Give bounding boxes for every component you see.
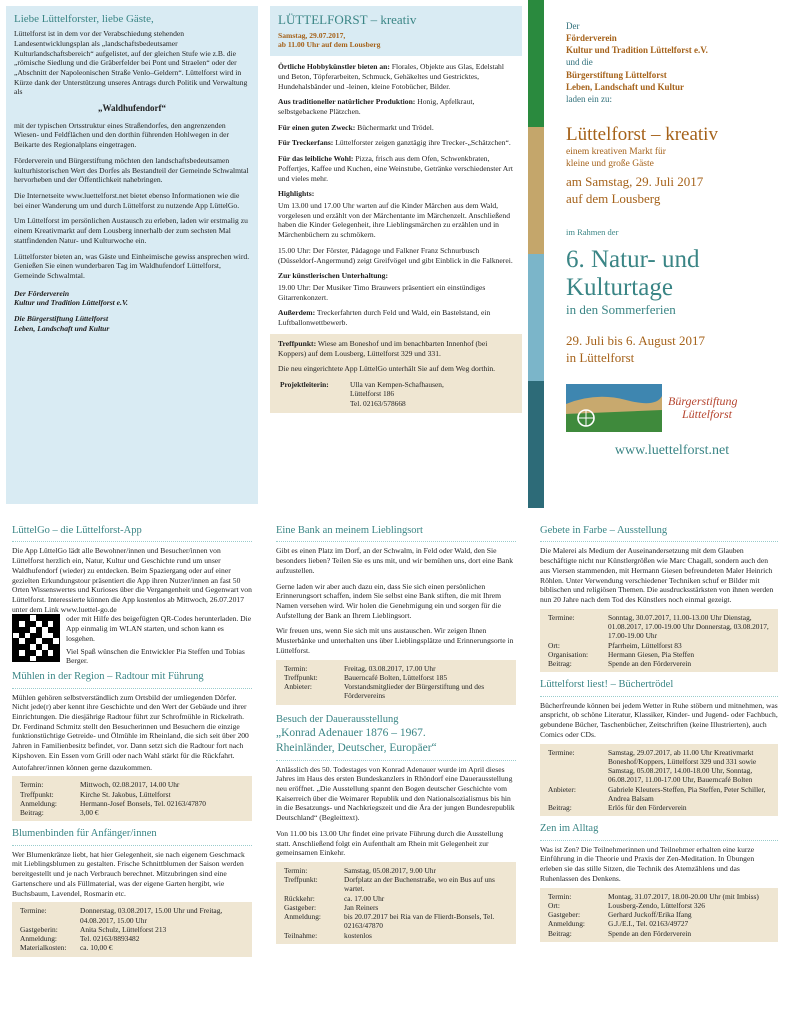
info-row (546, 919, 772, 928)
adenauer-text: Anlässlich des 50. Todestages von Konrad Adenauer wurde im April dieses Jahres im Haus des ersten Bundeskanzlers in Rhöndorf eine Dauerausstellung neu eröffnet. „Die Ausstellung spannt den Bogen deutscher Geschichte vom Kaiserreich über die Weimarer Republik und den Nationalsozialismus bis hin in die Besatzungs- und Nachkriegszeit und die Ära der jungen Bundesrepublik Deutschland“ (Begleittext). (276, 764, 515, 823)
leader-label: Projektleiterin: (280, 380, 329, 390)
app-credits: Viel Spaß wünschen die Entwickler Pia Steffen und Tobias Berger. (66, 646, 245, 666)
info-label: Anbieter: (284, 682, 312, 692)
flower-heading: Blumenbinden für Anfänger/innen (12, 828, 157, 840)
info-value: Erlös für den Förderverein (608, 803, 687, 813)
section-text: Pizza, frisch aus dem Ofen, Schwenkbraten, Poffertjes, Kaffee und Kuchen, eine Weinstube, Getränke verschiedenster Art und vieles mehr. (278, 154, 513, 183)
qr-code-icon[interactable] (12, 614, 60, 662)
section-label: Für das leibliche Wohl: (278, 154, 354, 164)
info-label: Anmeldung: (20, 798, 57, 808)
highlights-label: Highlights: (278, 189, 315, 199)
info-row (18, 934, 246, 943)
adenauer-heading: Besuch der Dauerausstellung (276, 713, 399, 725)
section-text: Treckerfahrten durch Feld und Wald, ein Bastelstand, ein Luftballonwettbewerb. (278, 308, 491, 328)
info-value: Dorfplatz an der Buchenstraße, wo ein Bus auf uns wartet. (344, 875, 495, 894)
info-label: Teilnahme: (284, 930, 318, 940)
info-label: Treffpunkt: (284, 875, 318, 885)
info-value: Hermann-Josef Bonsels, Tel. 02163/47870 (80, 798, 206, 808)
invite-und: und die (566, 57, 593, 68)
section-label: Für Treckerfans: (278, 138, 334, 148)
kreativ-title: LÜTTELFORST – kreativ (278, 12, 417, 27)
rahmen-text: im Rahmen der (566, 227, 619, 238)
info-label: Beitrag: (548, 659, 572, 668)
stripe-segment (528, 0, 544, 127)
lower-column-3 (536, 524, 782, 1020)
org2-sub: Leben, Landschaft und Kultur (566, 81, 685, 92)
entertainment-label: Zur künstlerischen Unterhaltung: (278, 271, 388, 281)
info-value: Donnerstag, 03.08.2017, 15.00 Uhr und Freitag, 04.08.2017, 15.00 Uhr (80, 906, 223, 925)
info-value: 3,00 € (80, 808, 99, 817)
info-row (546, 803, 772, 812)
zen-heading: Zen im Alltag (540, 823, 599, 835)
info-value: G.J./E.I., Tel. 02163/49727 (608, 919, 689, 929)
natur-place: in Lüttelforst (566, 349, 635, 365)
info-label: Materialkosten: (20, 943, 67, 953)
info-value: bis 20.07.2017 bei Ria van de Flierdt-Bonsels, Tel. 02163/47870 (344, 912, 495, 931)
info-value: Jan Reiners (344, 902, 379, 912)
info-label: Ort: (548, 900, 560, 910)
welcome-panel (6, 6, 258, 504)
kreativ-time: ab 11.00 Uhr auf dem Lousberg (278, 40, 381, 50)
info-row (282, 664, 510, 673)
natur-title-2: Kulturtage (566, 274, 673, 302)
section-label: Örtliche Hobbykünstler bieten an: (278, 62, 390, 72)
logo-text: Bürgerstiftung (668, 394, 738, 408)
books-text: Bücherfreunde können bei jedem Wetter in Ruhe stöbern und mitnehmen, was anspricht, ob schöne Literatur, Klassiker, Kinder- und Jugend- oder Fachbuch, gebundene Bücher, Taschenbücher, Zeitschriften (keine Illustrierten), auch Comics oder CDs. (540, 700, 778, 739)
welcome-p1: Lüttelforst ist in dem vor der Verabschiedung stehenden Landesentwicklungsplan als „landschaftsbedeutsamer Kulturlandschaftsbereich“ aufgelistet, auf der gleichen Stufe wie z.B. die „römische Siedlung und die Gräberfelder bei Pont und Straelen“ oder der „Abschnitt der Napoleonischen Straße Venlo–Geldern“. Lüttelforst wird in Kürze dank der Unterstützung unseres Antrags durch Politik und Verwaltung als (14, 29, 248, 97)
welcome-p3: Förderverein und Bürgerstiftung möchten den landschaftsbedeutsamen kulturhistorischen Wert des Dorfes als Bestandteil der Gemeinde Schwalmtal hervorheben und der Öffentlichkeit nahebringen. (14, 155, 249, 185)
adenauer-text-2: Von 11.00 bis 13.00 Uhr findet eine private Führung durch die Ausstellung statt. Anschließend folgt ein Aufenthalt am Rhein mit Gelegenheit zur gemeinsamen Einkehr. (276, 828, 504, 858)
zen-text: Was ist Zen? Die Teilnehmerinnen und Teilnehmer erhalten eine kurze Einführung in die Theorie und Praxis der Zen-Meditation. In Übungen erleben sie das stille Sitzen, die Technik des Atemzählens und das Ruhenlassen des Denkens. (540, 844, 755, 883)
info-row (282, 875, 510, 894)
org2-name: Bürgerstiftung Lüttelforst (566, 69, 667, 80)
books-heading: Lüttelforst liest! – Büchertrödel (540, 679, 674, 691)
info-value: kostenlos (344, 930, 372, 940)
welcome-p4: Die Internetseite www.luettelforst.net bietet ebenso Informationen wie die bei einer Wanderung um und durch Lüttelforst zu nutzende App LüttelGo. (14, 190, 240, 210)
app-note: Die neu eingerichtete App LüttelGo unterhält Sie auf dem Weg dorthin. (278, 364, 496, 374)
prayer-text: Die Malerei als Medium der Auseinandersetzung mit dem Glauben beschäftigte nicht nur Künstlergrößen wie Marc Chagall, sondern auch den aus Viersen stammenden, mit Hermann Giesen befreundeten Maler Heinrich Röhlen. Unter Verwendung verschiedener Techniken schuf er Bilder mit biblischen und religiösen Themen. Die ausdrucksstärksten von ihnen werden nun 20 Jahre nach dem Tod des Künstlers noch einmal gezeigt. (540, 546, 774, 605)
village-title: „Waldhufendorf“ (97, 103, 166, 114)
natur-title: 6. Natur- und (566, 246, 700, 274)
mill-heading: Mühlen in der Region – Radtour mit Führung (12, 671, 204, 683)
section-text: Honig, Apfelkraut, selbstgebackene Plätzchen. (278, 97, 475, 116)
books-info-table (546, 748, 772, 813)
info-row (282, 912, 510, 931)
info-row (18, 799, 246, 808)
info-label: Beitrag: (548, 928, 572, 938)
info-label: Anbieter: (548, 784, 576, 794)
welcome-p2: mit der typischen Ortsstruktur eines Straßendorfes, den angrenzenden Wiesen- und Feldflächen und den dorthin führenden Hohlwegen in der Beikarte des Regionalplans eingetragen. (14, 120, 229, 150)
signature-line: Leben, Landschaft und Kultur (14, 323, 110, 333)
info-row (282, 931, 510, 940)
info-value: Mittwoch, 02.08.2017, 14.00 Uhr (80, 780, 180, 790)
kreativ-subline: kleine und große Gäste (566, 159, 654, 170)
info-row (546, 613, 772, 641)
section-label: Außerdem: (278, 308, 316, 318)
section-text: Büchermarkt und Trödel. (355, 122, 434, 132)
info-row (18, 808, 246, 817)
lower-column-2 (270, 524, 522, 1020)
app-text: Die App LüttelGo lädt alle Bewohner/innen und Besucher/innen von Lüttelforst herzlich ein, Natur, Kultur und Geschichte rund um unser Waldhufendorf (wieder) zu entdecken. Beim Spaziergang oder auf einer gezielten Erkundungstour präsentiert die App ihren Nutzer/innen an fast 50 Orten Wissenswertes und Kurioses über die Vergangenheit und Gegenwart von Lüttelforst. Interessierte können die App kostenlos ab Mittwoch, 26.07.2017 unter dem Link www.luettel-go.de (12, 546, 252, 614)
info-value: Lousberg-Zendo, Lüttelforst 326 (608, 900, 705, 910)
info-label: Termin: (548, 891, 572, 901)
info-row (546, 785, 772, 804)
zen-info-table (546, 892, 772, 938)
mill-info-table (18, 780, 246, 817)
stripe-segment (528, 127, 544, 254)
info-label: Gastgeberin: (20, 924, 58, 934)
signature-line: Kultur und Tradition Lüttelforst e.V. (14, 298, 128, 308)
meeting-label: Treffpunkt: (278, 338, 317, 348)
color-stripe (528, 0, 544, 508)
info-row (18, 790, 246, 799)
org1-name: Förderverein (566, 33, 617, 44)
kreativ-date: Samstag, 29.07.2017, (278, 30, 346, 40)
info-row (546, 659, 772, 668)
stripe-segment (528, 254, 544, 381)
landscape-logo-icon (566, 384, 662, 432)
info-value: Vorstandsmitglieder der Bürgerstiftung und des Fördervereins (344, 682, 485, 701)
info-value: Gerhard Juckoff/Erika Ifang (608, 910, 692, 920)
info-label: Gastgeber: (548, 910, 581, 920)
info-value: Hermann Giesen, Pia Steffen (608, 649, 695, 659)
mill-note: Autofahrer/innen können gerne dazukommen. (12, 762, 153, 772)
info-label: Anmeldung: (548, 919, 585, 929)
info-row (282, 673, 510, 682)
website-link[interactable]: www.luettelforst.net (614, 443, 730, 459)
info-label: Termine: (548, 747, 575, 757)
title-panel (552, 0, 788, 508)
info-label: Ort: (548, 640, 560, 650)
info-label: Beitrag: (20, 808, 44, 817)
info-row (282, 866, 510, 875)
org1-sub: Kultur und Tradition Lüttelforst e.V. (566, 45, 708, 56)
bench-info-table (282, 664, 510, 701)
info-row (282, 903, 510, 912)
section-text: Florales, Objekte aus Glas, Edelstahl und Beton, Töpferarbeiten, Schmuck, Gehäkeltes und Gestricktes, Hundehalsbänder und -leinen, kleine Fotobücher, Bilder. (278, 62, 504, 91)
welcome-p6: Lüttelforster bieten an, was Gäste und Einheimische gewiss ansprechen wird. Genießen Sie einen wunderbaren Tag im Waldhufendorf Lüttelforst, Gemeinde Schwalmtal. (14, 251, 250, 280)
info-label: Termin: (284, 663, 308, 673)
prayer-info-table (546, 613, 772, 669)
adenauer-title-2: Rheinländer, Deutscher, Europäer“ (276, 741, 437, 754)
info-row (282, 682, 510, 701)
welcome-heading: Liebe Lüttelforster, liebe Gäste, (14, 13, 154, 25)
logo-text-2: Lüttelforst (682, 407, 733, 422)
adenauer-title: „Konrad Adenauer 1876 – 1967. (276, 727, 426, 740)
leader-phone: Tel. 02163/578668 (350, 398, 406, 408)
info-label: Termine: (548, 612, 575, 622)
info-value: Montag, 31.07.2017, 18.00-20.00 Uhr (mit Imbiss) (608, 891, 759, 901)
kreativ-place-line: auf dem Lousberg (566, 190, 661, 206)
signature-line: Die Bürgerstiftung Lüttelforst (14, 314, 109, 324)
prayer-heading: Gebete in Farbe – Ausstellung (540, 525, 668, 536)
info-value: Samstag, 29.07.2017, ab 11.00 Uhr Kreativmarkt Boneshof/Koppers, Lüttelforst 329 und 331 sowie Samstag, 05.08.2017, 14.00-18.00 Uhr, Sonntag, 06.08.2017, 11.00-17.00 Uhr, Bauerncafé Bolten (608, 747, 757, 785)
info-row (18, 906, 246, 925)
natur-dates: 29. Juli bis 6. August 2017 (566, 332, 706, 348)
kreativ-date-line: am Samstag, 29. Juli 2017 (566, 174, 704, 190)
info-value: Freitag, 03.08.2017, 17.00 Uhr (344, 663, 436, 673)
info-label: Beitrag: (548, 803, 572, 813)
info-label: Anmeldung: (284, 912, 321, 922)
info-label: Termin: (284, 865, 308, 875)
highlight-text: Um 13.00 und 17.00 Uhr warten auf die Kinder Märchen aus dem Wald, vorgelesen und erzählt von der Märchentante im Märchenzelt. Anschließend haben die Kinder Gelegenheit, ihre Lieblingsmärchen zu erzählen und in Märchenbüchern zu schmökern. (278, 200, 511, 240)
kreativ-headline: Lüttelforst – kreativ (566, 123, 718, 145)
info-row (546, 892, 772, 901)
stripe-segment (528, 381, 544, 508)
info-row (546, 748, 772, 785)
info-row (18, 925, 246, 934)
section-label: Für einen guten Zweck: (278, 122, 356, 132)
info-row (546, 641, 772, 650)
info-row (18, 780, 246, 789)
mill-text: Mühlen gehören selbstverständlich zum Ortsbild der umliegenden Dörfer. Nicht jede(r) aber kennt ihre Geschichte und den Wert der Gebäude und ihrer Einrichtungen. Die diesjährige Radtour führt zur Schrofmühle in Rickelrath. Dr. Ferdinand Schmitz stellt den Besucherinnen und Besuchern die einzige funktionstüchtige Getreide- und Ölmühle im Rheinland, die sich seit über 200 Jahren in Familienbesitz befindet, vor. Dann setzt sich die Radtour fort nach Kipshoven. Ein Essen vom Grill oder nach Wahl stärkt für die Rückfahrt. (12, 692, 249, 760)
invite-der: Der (566, 21, 580, 31)
bench-text-2: Gerne laden wir aber auch dazu ein, dass Sie sich einen persönlichen Erinnerungsort schaffen, indem Sie selbst eine Bank stiften, die mit Ihrem Namen versehen wird. Wir holen die Genehmigung ein und sorgen für die Aufstellung der Bank an Ihrem Lieblingsort. (276, 581, 502, 620)
info-label: Treffpunkt: (284, 672, 318, 682)
entertainment-text: 19.00 Uhr: Der Musiker Timo Brauwers präsentiert ein einstündiges Gitarrenkonzert. (278, 283, 486, 302)
kreativ-panel (270, 6, 522, 504)
app-text-2: oder mit Hilfe des beigefügten QR-Codes herunterladen. Die App einmalig im WLAN starten, und schon kann es losgehen. (66, 614, 252, 643)
info-value: Gabriele Kleuters-Steffen, Pia Steffen, Peter Schiller, Andrea Balsam (608, 784, 766, 803)
info-label: Anmeldung: (20, 934, 57, 944)
info-value: Samstag, 05.08.2017, 9.00 Uhr (344, 865, 436, 875)
info-value: Tel. 02163/8893482 (80, 934, 140, 944)
info-value: Spende an den Förderverein (608, 659, 692, 668)
info-value: Anita Schulz, Lüttelforst 213 (80, 924, 167, 934)
info-value: ca. 17.00 Uhr (344, 893, 385, 903)
info-row (546, 910, 772, 919)
info-row (546, 650, 772, 659)
info-label: Gastgeber: (284, 902, 317, 912)
welcome-p5: Um Lüttelforst im persönlichen Austausch zu erleben, laden wir erstmalig zu einem Kreativmarkt auf dem Lousberg innerhalb der zum sechsten Mal stattfindenden Natur- und Kulturwoche ein. (14, 216, 248, 245)
info-value: Spende an den Förderverein (608, 928, 692, 938)
info-row (282, 894, 510, 903)
leader-name: Ulla van Kempen-Schafhausen, (350, 380, 444, 390)
info-row (18, 943, 246, 952)
section-text: Lüttelforster zeigen ganztägig ihre Trecker-„Schätzchen“. (333, 138, 511, 148)
flower-info-table (18, 906, 246, 952)
kreativ-subline: einem kreativen Markt für (566, 146, 666, 157)
meeting-text: Wiese am Boneshof und im benachbarten Innenhof (bei Koppers) auf dem Lousberg, Lüttelforst 329 und 331. (278, 338, 488, 358)
info-value: ca. 10,00 € (80, 943, 113, 953)
info-label: Treffpunkt: (20, 789, 54, 799)
signature-line: Der Förderverein (14, 288, 70, 298)
natur-subtitle: in den Sommerferien (566, 302, 676, 318)
info-label: Termin: (20, 780, 44, 790)
info-value: Sonntag, 30.07.2017, 11.00-13.00 Uhr Dienstag, 01.08.2017, 17.00-19.00 Uhr Donnerstag, 03.08.2017, 17.00-19.00 Uhr (608, 612, 769, 641)
info-value: Pfarrheim, Lüttelforst 83 (608, 640, 682, 650)
info-label: Rückkehr: (284, 893, 315, 903)
invite-laden: laden ein zu: (566, 93, 612, 104)
info-row (546, 901, 772, 910)
bench-text-3: Wir freuen uns, wenn Sie sich mit uns austauschen. Wir zeigen Ihnen Musterbänke und unterhalten uns über Lieblingsplätze und Erinnerungsorte in Lüttelforst. (276, 626, 514, 655)
info-value: Bauerncafé Bolten, Lüttelforst 185 (344, 672, 448, 682)
app-heading: LüttelGo – die Lüttelforst-App (12, 525, 142, 536)
info-value: Kirche St. Jakobus, Lüttelforst (80, 789, 171, 799)
adenauer-info-table (282, 866, 510, 940)
bench-text-1: Gibt es einen Platz im Dorf, an der Schwalm, in Feld oder Wald, den Sie besonders lieben? Teilen Sie es uns mit, und wir bemühen uns, dort eine Bank aufzustellen. (276, 546, 514, 575)
info-label: Termine: (20, 906, 47, 916)
section-label: Aus traditioneller natürlicher Produktion: (278, 97, 416, 107)
bench-heading: Eine Bank an meinem Lieblingsort (276, 525, 423, 536)
info-row (546, 929, 772, 938)
info-label: Organisation: (548, 649, 589, 659)
lower-column-1 (6, 524, 258, 1020)
leader-address: Lüttelforst 186 (350, 389, 395, 399)
highlight-text: 15.00 Uhr: Der Förster, Pädagoge und Falkner Franz Schnurbusch (Düsseldorf-Angermund) zeigt Greifvögel und gibt Einblick in die Falknerei. (278, 245, 513, 265)
flower-text: Wer Blumenkränze liebt, hat hier Gelegenheit, sie nach eigenem Geschmack mit Lieblingsblumen zu gestalten. Frische Schnittblumen der Saison werden bereitgestellt und je nach Verbrauch berechnet. Mitzubringen sind eine Gartenschere und als Füllmaterial, was der eigene Garten hergibt, wie Buchsbaum, Lavendel, Rosmarin etc. (12, 849, 245, 898)
